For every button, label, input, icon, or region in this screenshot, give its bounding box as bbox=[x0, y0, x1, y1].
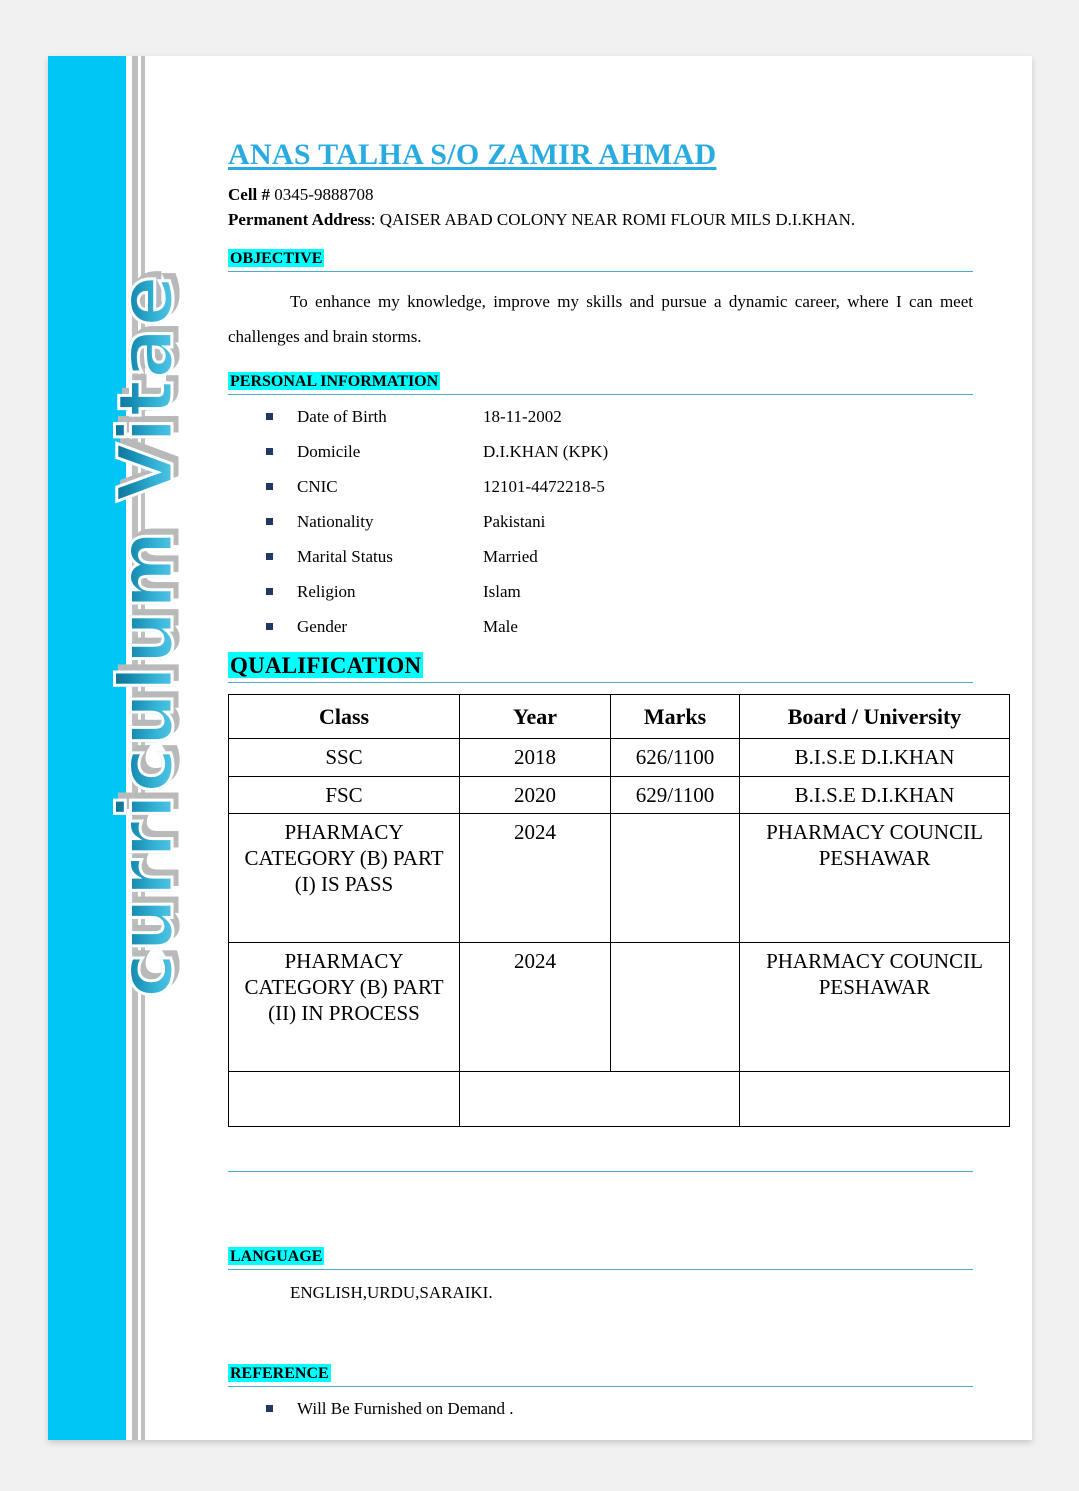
table-header-row bbox=[229, 694, 1010, 739]
section-heading-reference bbox=[228, 1365, 973, 1387]
cv-content-column bbox=[228, 56, 983, 1440]
section-personal-information bbox=[228, 373, 980, 635]
objective-body: To enhance my knowledge, improve my skills and pursue a dynamic career, where I can meet challenges and brain storms. bbox=[228, 292, 973, 347]
cell-class: SSC bbox=[229, 739, 460, 776]
section-heading-label: LANGUAGE bbox=[230, 1247, 323, 1265]
section-language bbox=[228, 1248, 980, 1303]
cell-marks: 629/1100 bbox=[611, 776, 740, 813]
cell-year: 2018 bbox=[460, 739, 611, 776]
cell-class: PHARMACY CATEGORY (B) PART (I) IS PASS bbox=[229, 813, 460, 942]
cell-marks: 626/1100 bbox=[611, 739, 740, 776]
info-label: Nationality bbox=[297, 511, 374, 531]
cell-year: 2024 bbox=[460, 813, 611, 942]
cell-board: PHARMACY COUNCIL PESHAWAR bbox=[740, 942, 1010, 1071]
personal-info-list bbox=[228, 408, 980, 635]
qualification-table bbox=[228, 694, 1010, 1127]
list-item bbox=[228, 478, 980, 495]
table-row bbox=[229, 813, 1010, 942]
cell-class: PHARMACY CATEGORY (B) PART (II) IN PROCESS bbox=[229, 942, 460, 1071]
square-bullet-icon bbox=[266, 483, 273, 490]
info-value: Male bbox=[483, 616, 518, 636]
info-value: Married bbox=[483, 546, 538, 566]
column-header-class: Class bbox=[229, 694, 460, 739]
reference-item-text: Will Be Furnished on Demand . bbox=[297, 1398, 514, 1418]
wordart-text: curriculum Vitae bbox=[100, 274, 190, 998]
reference-list bbox=[228, 1399, 980, 1419]
section-qualification bbox=[228, 652, 983, 1172]
info-value: 12101-4472218-5 bbox=[483, 476, 605, 496]
decorative-cyan-bar bbox=[48, 56, 126, 1440]
square-bullet-icon bbox=[266, 518, 273, 525]
section-heading-qualification bbox=[228, 653, 973, 683]
page-title: ANAS TALHA S/O ZAMIR AHMAD bbox=[228, 138, 717, 171]
info-value: Islam bbox=[483, 581, 521, 601]
square-bullet-icon bbox=[266, 553, 273, 560]
cell-year-marks bbox=[460, 1071, 740, 1126]
section-heading-label: REFERENCE bbox=[230, 1364, 329, 1382]
square-bullet-icon bbox=[266, 623, 273, 630]
address-label: Permanent Address bbox=[228, 209, 371, 229]
cell-value: 0345-9888708 bbox=[274, 185, 374, 204]
cell-line bbox=[228, 183, 980, 208]
list-item bbox=[228, 548, 980, 565]
table-row-empty bbox=[229, 1071, 1010, 1126]
decorative-gray-rule-inner bbox=[141, 56, 145, 1440]
divider-rule bbox=[228, 1171, 973, 1172]
column-header-board: Board / University bbox=[740, 694, 1010, 739]
list-item bbox=[228, 408, 980, 425]
cell-board: B.I.S.E D.I.KHAN bbox=[740, 776, 1010, 813]
cv-page bbox=[48, 56, 1032, 1440]
info-label: Domicile bbox=[297, 441, 361, 461]
list-item bbox=[228, 513, 980, 530]
list-item bbox=[228, 443, 980, 460]
square-bullet-icon bbox=[266, 1405, 273, 1412]
square-bullet-icon bbox=[266, 448, 273, 455]
cell-class bbox=[229, 1071, 460, 1126]
cell-marks bbox=[611, 942, 740, 1071]
list-item bbox=[228, 618, 980, 635]
info-label: CNIC bbox=[297, 476, 338, 496]
section-objective bbox=[228, 250, 980, 355]
info-value: D.I.KHAN (KPK) bbox=[483, 441, 609, 461]
cell-class: FSC bbox=[229, 776, 460, 813]
table-row bbox=[229, 739, 1010, 776]
square-bullet-icon bbox=[266, 588, 273, 595]
list-item bbox=[228, 583, 980, 600]
section-reference bbox=[228, 1365, 980, 1419]
address-line bbox=[228, 208, 980, 233]
table-row bbox=[229, 776, 1010, 813]
section-heading-objective bbox=[228, 250, 973, 272]
cell-board bbox=[740, 1071, 1010, 1126]
info-value: 18-11-2002 bbox=[483, 406, 562, 426]
section-heading-label: PERSONAL INFORMATION bbox=[230, 372, 439, 390]
language-body: ENGLISH,URDU,SARAIKI. bbox=[290, 1282, 493, 1302]
info-value: Pakistani bbox=[483, 511, 546, 531]
table-row bbox=[229, 942, 1010, 1071]
cell-board: B.I.S.E D.I.KHAN bbox=[740, 739, 1010, 776]
section-heading-label: QUALIFICATION bbox=[230, 652, 422, 678]
address-value: : QAISER ABAD COLONY NEAR ROMI FLOUR MILS D.I.KHAN. bbox=[370, 209, 856, 229]
section-heading-language bbox=[228, 1248, 973, 1270]
cell-year: 2020 bbox=[460, 776, 611, 813]
section-heading-personal-information bbox=[228, 373, 973, 395]
cell-board: PHARMACY COUNCIL PESHAWAR bbox=[740, 813, 1010, 942]
cell-year: 2024 bbox=[460, 942, 611, 1071]
decorative-gray-rule-outer bbox=[132, 56, 138, 1440]
cell-label: Cell # bbox=[228, 185, 275, 204]
square-bullet-icon bbox=[266, 413, 273, 420]
column-header-year: Year bbox=[460, 694, 611, 739]
info-label: Religion bbox=[297, 581, 356, 601]
column-header-marks: Marks bbox=[611, 694, 740, 739]
info-label: Date of Birth bbox=[297, 406, 387, 426]
list-item bbox=[228, 1399, 980, 1419]
info-label: Marital Status bbox=[297, 546, 393, 566]
section-heading-label: OBJECTIVE bbox=[230, 250, 323, 268]
cell-marks bbox=[611, 813, 740, 942]
info-label: Gender bbox=[297, 616, 348, 636]
